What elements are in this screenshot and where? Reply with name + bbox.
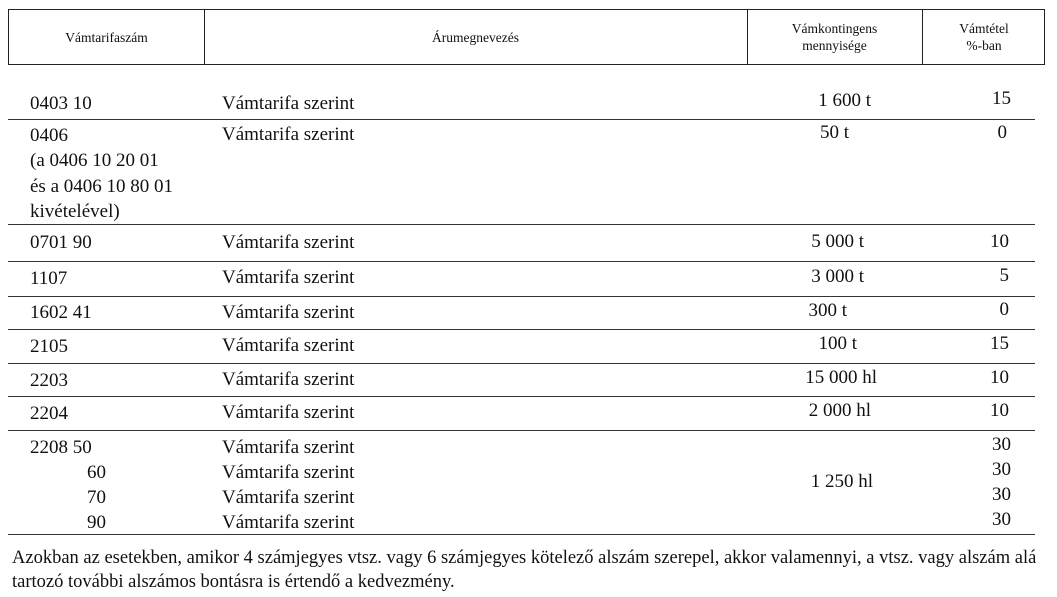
header-description-label: Árumegnevezés xyxy=(432,29,519,45)
cell-quantity: 100 t xyxy=(818,333,857,354)
table-bottom-rule xyxy=(8,534,1035,535)
cell-quantity: 1 600 t xyxy=(818,90,871,111)
cell-code: 90 xyxy=(87,512,106,533)
cell-quantity: 2 000 hl xyxy=(808,400,871,421)
header-rate-label: Vámtétel xyxy=(959,21,1009,36)
cell-description: Vámtarifa szerint xyxy=(222,487,355,508)
header-description xyxy=(204,10,747,64)
header-rate xyxy=(922,10,1046,64)
cell-description: Vámtarifa szerint xyxy=(222,335,355,356)
cell-code: 0403 10 xyxy=(30,93,92,114)
row-divider xyxy=(8,296,1035,297)
cell-description: Vámtarifa szerint xyxy=(222,512,355,533)
cell-code: 2208 50 xyxy=(30,437,92,458)
row-divider xyxy=(8,430,1035,431)
cell-rate: 30 xyxy=(992,484,1011,505)
cell-code: 2203 xyxy=(30,370,68,391)
cell-rate: 0 xyxy=(999,299,1009,320)
cell-quantity: 5 000 t xyxy=(811,231,864,252)
cell-code: 1107 xyxy=(30,268,68,289)
cell-code: 2204 xyxy=(30,403,68,424)
cell-rate: 30 xyxy=(992,509,1011,530)
cell-quantity: 50 t xyxy=(819,122,849,143)
row-divider xyxy=(8,119,1035,120)
cell-description: Vámtarifa szerint xyxy=(222,462,355,483)
cell-rate: 10 xyxy=(990,400,1009,421)
cell-code: 0701 90 xyxy=(30,232,92,253)
cell-code: 1602 41 xyxy=(30,302,92,323)
cell-description: Vámtarifa szerint xyxy=(222,93,355,114)
row-divider xyxy=(8,396,1035,397)
header-code-label: Vámtarifaszám xyxy=(65,29,148,45)
row-divider xyxy=(8,224,1035,225)
footnote: Azokban az esetekben, amikor 4 számjegyes vtsz. vagy 6 számjegyes kötelező alszám szerepel, akkor valamennyi, a vtsz. vagy alszám alá tartozó további alszámos bontásra is értendő a kedvezmény. xyxy=(12,548,1037,592)
cell-rate: 10 xyxy=(990,367,1009,388)
cell-description: Vámtarifa szerint xyxy=(222,402,355,423)
header-quota-label: mennyisége xyxy=(802,38,867,53)
cell-code: kivételével) xyxy=(30,201,120,222)
cell-rate: 30 xyxy=(992,434,1011,455)
cell-rate: 15 xyxy=(990,333,1009,354)
cell-quantity: 3 000 t xyxy=(811,266,864,287)
cell-rate: 30 xyxy=(992,459,1011,480)
cell-rate: 10 xyxy=(990,231,1009,252)
row-divider xyxy=(8,329,1035,330)
row-divider xyxy=(8,261,1035,262)
cell-code: 60 xyxy=(87,462,106,483)
cell-description: Vámtarifa szerint xyxy=(222,302,355,323)
header-quota xyxy=(747,10,922,64)
cell-quantity: 300 t xyxy=(808,300,847,321)
cell-quantity: 15 000 hl xyxy=(805,367,877,388)
cell-code: és a 0406 10 80 01 xyxy=(30,176,174,197)
header-quota-label: Vámkontingens xyxy=(791,21,878,36)
cell-code: 2105 xyxy=(30,336,68,357)
cell-code: 70 xyxy=(87,487,106,508)
cell-description: Vámtarifa szerint xyxy=(222,124,355,145)
cell-description: Vámtarifa szerint xyxy=(222,369,355,390)
cell-description: Vámtarifa szerint xyxy=(222,437,355,458)
cell-rate: 15 xyxy=(992,88,1011,109)
header-rate-label: %-ban xyxy=(966,38,1002,53)
header-code xyxy=(9,10,204,64)
cell-description: Vámtarifa szerint xyxy=(222,267,355,288)
cell-description: Vámtarifa szerint xyxy=(222,232,355,253)
cell-code: (a 0406 10 20 01 xyxy=(30,150,159,171)
cell-quantity: 1 250 hl xyxy=(810,471,873,492)
table-header xyxy=(8,9,1045,65)
cell-rate: 0 xyxy=(997,122,1007,143)
cell-rate: 5 xyxy=(999,265,1009,286)
cell-code: 0406 xyxy=(30,125,68,146)
row-divider xyxy=(8,363,1035,364)
